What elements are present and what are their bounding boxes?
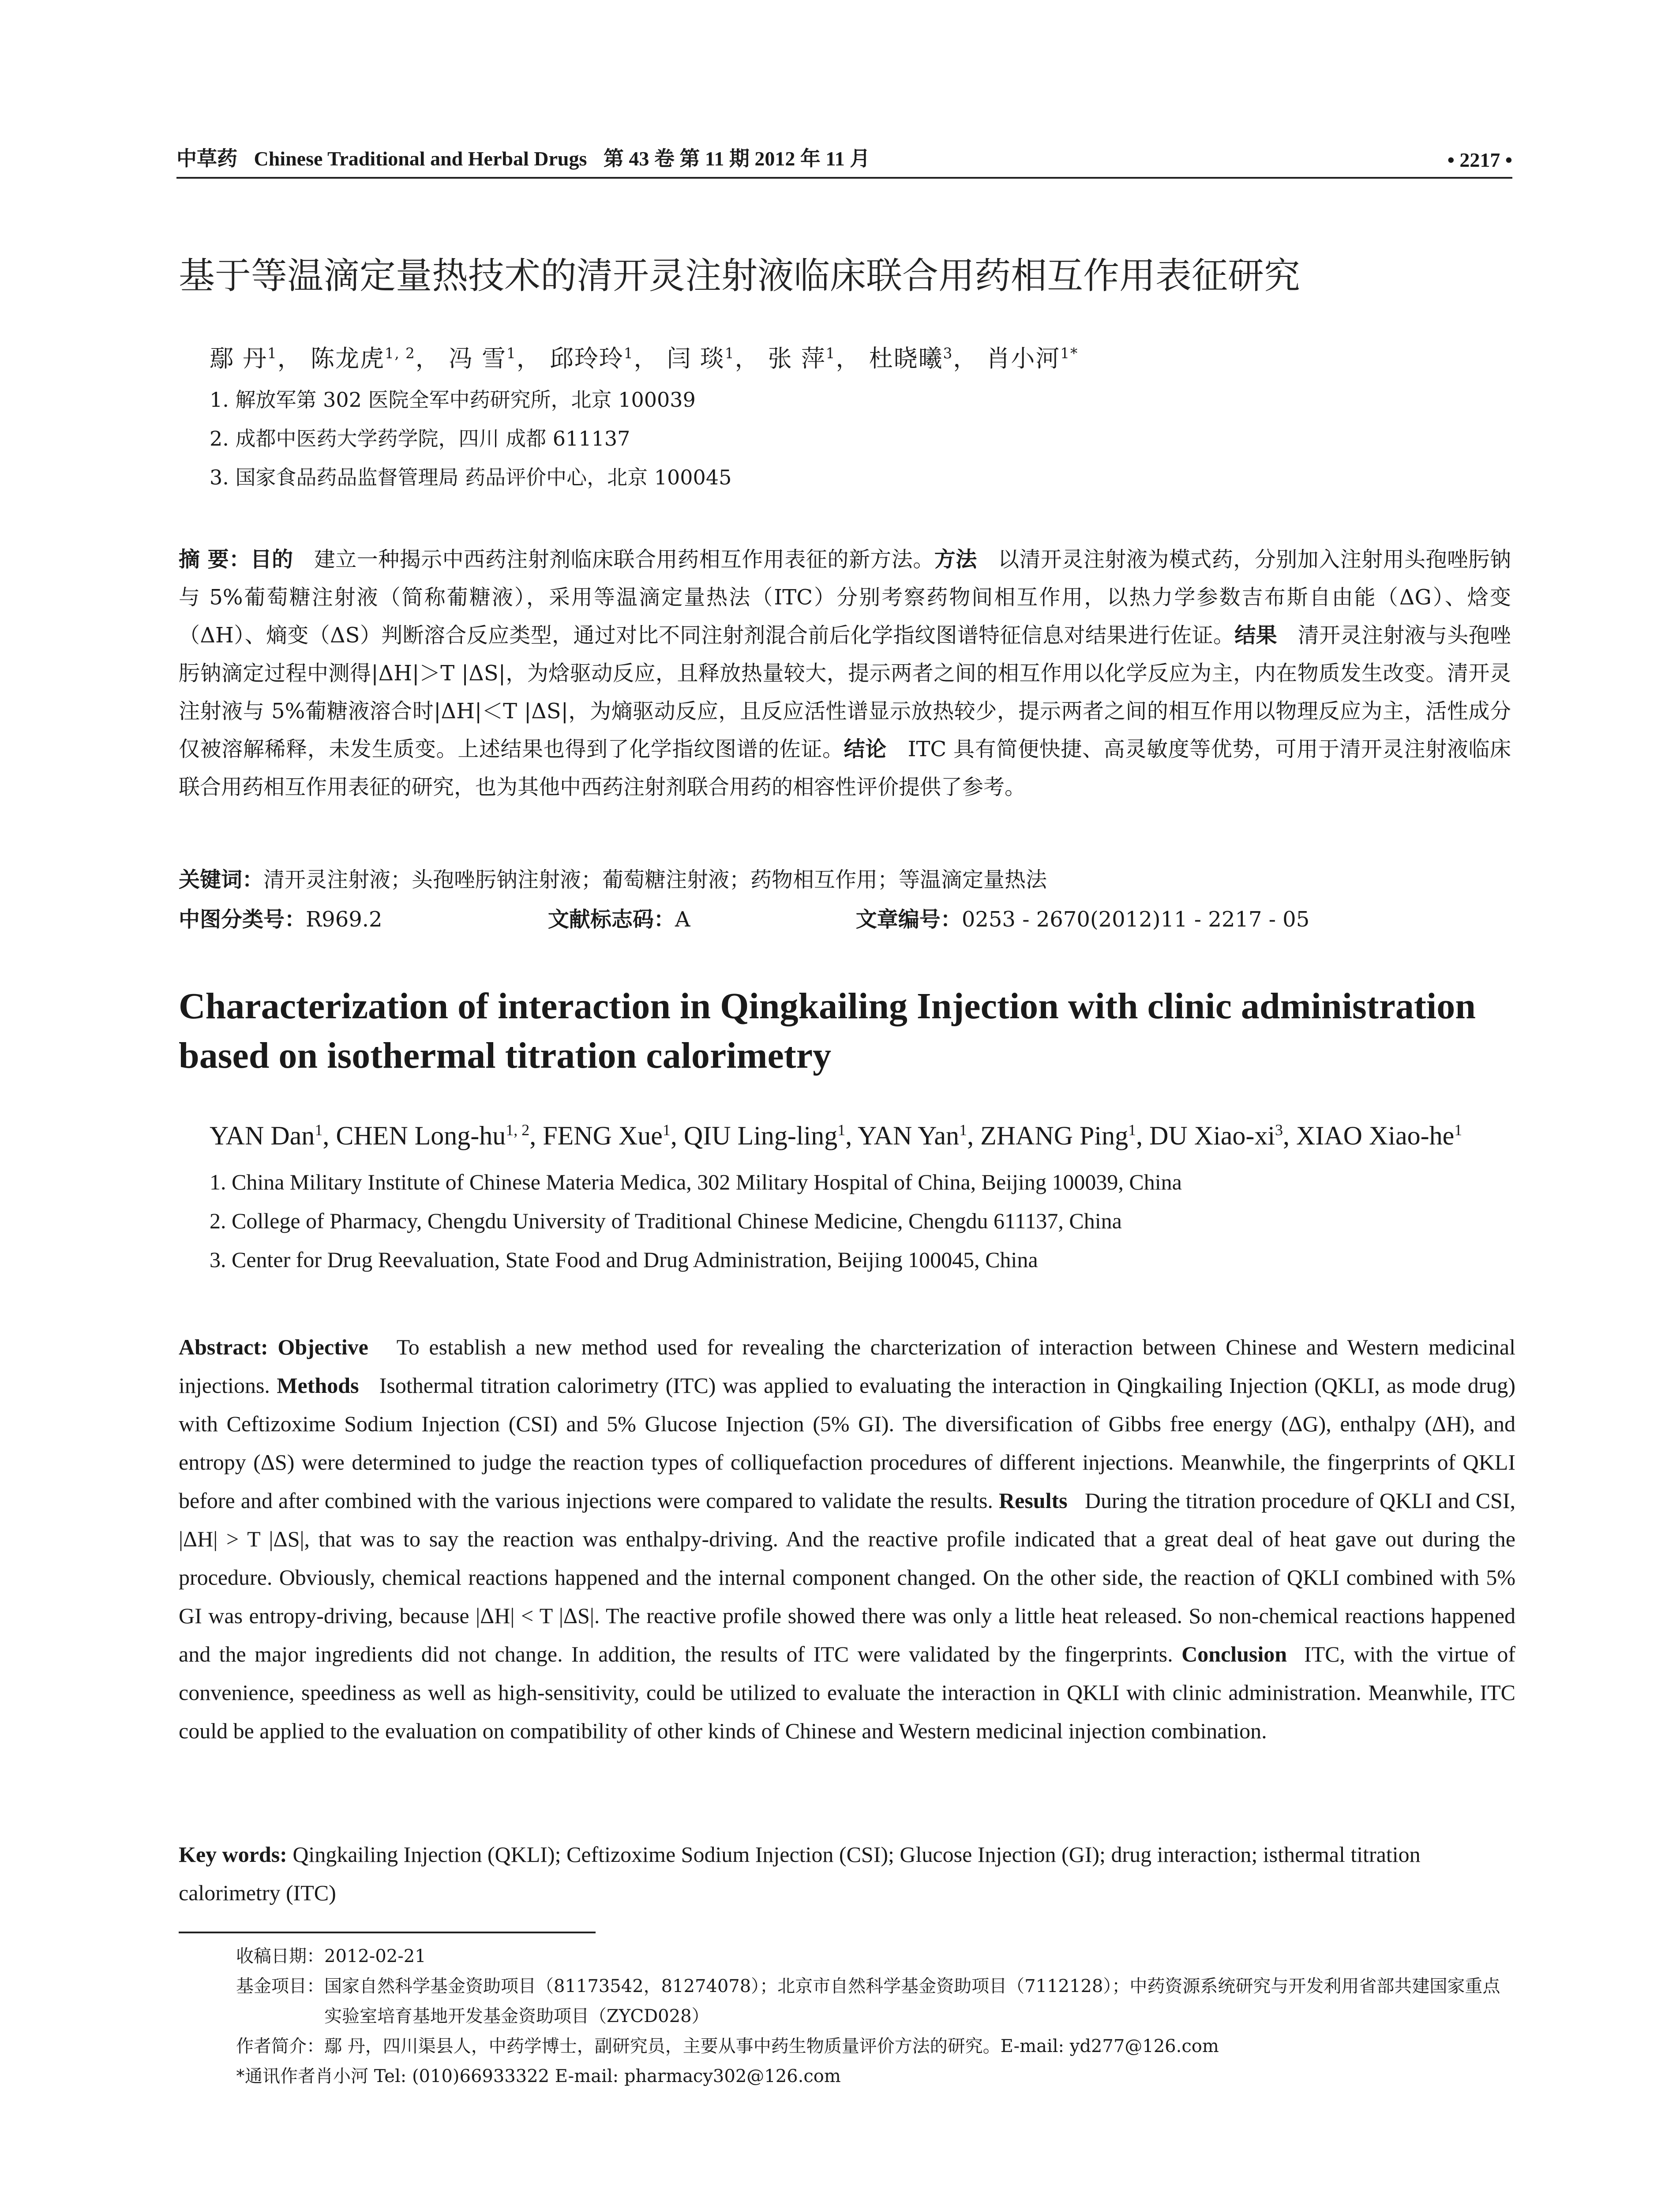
keywords-cn <box>179 863 1511 893</box>
authors-en <box>210 1121 1462 1151</box>
objective-en-text: To establish a new method used for revealing the charcterization of interaction between Chinese and Western medicinal injections. <box>179 1335 1515 1398</box>
journal-name-en: Chinese Traditional and Herbal Drugs <box>254 147 587 170</box>
abstract-en-label: Abstract: <box>179 1335 268 1359</box>
objective-en-label: Objective <box>278 1335 368 1359</box>
objective-cn-label: 目的 <box>250 547 293 572</box>
results-cn-text: 清开灵注射液与头孢唑肟钠滴定过程中测得|ΔH|＞T |ΔS|，为焓驱动反应，且释放热量较大，提示两者之间的相互作用以化学反应为主，内在物质发生改变。清开灵注射液与 5%葡糖液溶合时|ΔH|＜T |ΔS|，为熵驱动反应，且反应活性谱显示放热较少，提示两者之间的相互作用以物理反应为主，活性成分仅被溶解稀释，未发生质变。上述结果也得到了化学指纹图谱的佐证。 <box>179 623 1511 762</box>
journal-name-cn: 中草药 <box>176 147 237 170</box>
results-en-label: Results <box>999 1488 1068 1513</box>
keywords-en <box>179 1835 1515 1912</box>
abstract-cn-label: 摘 要： <box>179 547 251 572</box>
affiliation-en-3: 3. Center for Drug Reevaluation, State Food and Drug Administration, Beijing 100045, China <box>210 1247 1038 1272</box>
keywords-en-label: Key words: <box>179 1842 287 1867</box>
author-cn: 肖小河$^{1*}$ <box>986 345 1079 372</box>
title-cn: 基于等温滴定量热技术的清开灵注射液临床联合用药相互作用表征研究 <box>179 255 1301 297</box>
keywords-en-text: Qingkailing Injection (QKLI); Ceftizoxime Sodium Injection (CSI); Glucose Injection (GI); drug interaction; isthermal titration calorimetry (ITC) <box>179 1842 1421 1905</box>
affiliation-en-2: 2. College of Pharmacy, Chengdu University of Traditional Chinese Medicine, Chengdu 611137, China <box>210 1208 1122 1233</box>
author-cn: 闫 琰$^1$， <box>667 345 760 372</box>
conclusion-cn-text: ITC 具有简便快捷、高灵敏度等优势，可用于清开灵注射液临床联合用药相互作用表征的研究，也为其他中西药注射剂联合用药的相容性评价提供了参考。 <box>179 737 1511 799</box>
conclusion-en-label: Conclusion <box>1181 1642 1287 1666</box>
conclusion-en-text: ITC, with the virtue of convenience, speediness as well as high-sensitivity, could be utilized to evaluate the interaction in QKLI with clinic administration. Meanwhile, ITC could be applied to the evaluation on compatibility of other kinds of Chinese and Western medicinal injection combination. <box>179 1642 1516 1743</box>
author-cn: 邱玲玲$^1$， <box>549 345 659 372</box>
author-cn: 冯 雪$^1$， <box>448 345 541 372</box>
author-en: CHEN Long-hu$^{1, 2}$, <box>336 1121 543 1150</box>
footnote-corresponding: *通讯作者 肖小河 Tel: (010)66933322 E-mail: pharmacy302@126.com <box>236 2066 841 2086</box>
results-en-text: During the titration procedure of QKLI and CSI, |ΔH| > T |ΔS|, that was to say the reaction was enthalpy-driving. And the reactive profile indicated that a great deal of heat gave out during the procedure. Obviously, chemical reactions happened and the internal component changed. On the other side, the reaction of QKLI combined with 5% GI was entropy-driving, because |ΔH| < T |ΔS|. The reactive profile showed there was only a little heat released. So non-chemical reactions happened and the major ingredients did not change. In addition, the results of ITC were validated by the fingerprints. <box>179 1488 1516 1666</box>
footnote-received: 收稿日期： 2012-02-21 <box>236 1946 426 1966</box>
footnote-author-bio: 作者简介： 鄢 丹，四川渠县人，中药学博士，副研究员，主要从事中药生物质量评价方法的研究。E-mail: yd277@126.com <box>236 2036 1219 2056</box>
classification-cn <box>179 902 1468 933</box>
affiliation-en-1: 1. China Military Institute of Chinese Materia Medica, 302 Military Hospital of China, Beijing 100039, China <box>210 1170 1182 1194</box>
objective-cn-text: 建立一种揭示中西药注射剂临床联合用药相互作用表征的新方法。 <box>314 547 934 572</box>
author-en: FENG Xue$^1$, <box>543 1121 684 1150</box>
clc-number: 中图分类号：R969.2 <box>179 907 382 932</box>
author-en: DU Xiao-$xi^3$, <box>1149 1121 1297 1150</box>
affiliation-cn-2: 2. 成都中医药大学药学院，四川 成都 611137 <box>210 427 630 450</box>
issue-info: 第 43 卷 第 11 期 2012 年 11 月 <box>603 147 870 170</box>
keywords-cn-label: 关键词： <box>179 867 264 892</box>
abstract-en <box>179 1328 1515 1750</box>
article-number: 文章编号：0253 - 2670(2012)11 - 2217 - 05 <box>855 907 1310 932</box>
footnote-divider <box>179 1932 596 1933</box>
methods-cn-text: 以清开灵注射液为模式药，分别加入注射用头孢唑肟钠与 5%葡萄糖注射液（简称葡糖液），采用等温滴定量热法（ITC）分别考察药物间相互作用，以热力学参数吉布斯自由能（ΔG）、焓变（ΔH）、熵变（ΔS）判断溶合反应类型，通过对比不同注射剂混合前后化学指纹图谱特征信息对结果进行佐证。 <box>179 547 1511 648</box>
results-cn-label: 结果 <box>1234 623 1277 648</box>
methods-en-label: Methods <box>277 1373 359 1398</box>
keywords-cn-text: 清开灵注射液；头孢唑肟钠注射液；葡萄糖注射液；药物相互作用；等温滴定量热法 <box>263 867 1047 892</box>
affiliation-cn-3: 3. 国家食品药品监督管理局 药品评价中心，北京 100045 <box>210 465 732 489</box>
affiliation-cn-1: 1. 解放军第 302 医院全军中药研究所，北京 100039 <box>210 388 696 412</box>
page-number: • 2217 • <box>1447 149 1512 171</box>
footnote-funding: 基金项目： 国家自然科学基金资助项目（81173542，81274078）；北京市自然科学基金资助项目（7112128）；中药资源系统研究与开发利用省部共建国家重点实验室培育基地开发基金资助项目（ZYCD028） <box>236 1976 1500 2026</box>
author-cn: 陈龙虎$^{1, 2}$， <box>310 345 440 372</box>
methods-en-text: Isothermal titration calorimetry (ITC) was applied to evaluating the interaction in Qingkailing Injection (QKLI, as mode drug) with Ceftizoxime Sodium Injection (CSI) and 5% Glucose Injection (5% GI). The diversification of Gibbs free energy (ΔG), enthalpy (ΔH), and entropy (ΔS) were determined to judge the reaction types of colliquefaction procedures of different injections. Meanwhile, the fingerprints of QKLI before and after combined with the various injections were compared to validate the results. <box>179 1373 1516 1513</box>
author-en: XIAO Xiao-$he^1$ <box>1296 1121 1462 1150</box>
title-en: Characterization of interaction in Qingkailing Injection with clinic administration based on isothermal titration calorimetry <box>179 986 1476 1076</box>
running-header <box>176 139 1512 179</box>
author-en: QIU Ling-ling$^1$, <box>683 1121 858 1150</box>
journal-info <box>176 143 881 172</box>
author-en: ZHANG Ping$^1$, <box>980 1121 1150 1150</box>
document-code: 文献标志码：A <box>548 907 690 932</box>
author-en: YAN Dan$^1$, <box>210 1121 336 1150</box>
author-cn: 杜晓曦$^3$， <box>869 345 978 372</box>
authors-cn <box>210 340 1078 374</box>
footnotes <box>236 1941 1515 2091</box>
conclusion-cn-label: 结论 <box>844 737 887 762</box>
author-cn: 张 萍$^1$， <box>768 345 861 372</box>
methods-cn-label: 方法 <box>934 547 977 572</box>
abstract-cn <box>179 540 1511 806</box>
author-en: YAN Yan$^1$, <box>857 1121 981 1150</box>
author-cn: 鄢 丹$^1$， <box>210 345 302 372</box>
